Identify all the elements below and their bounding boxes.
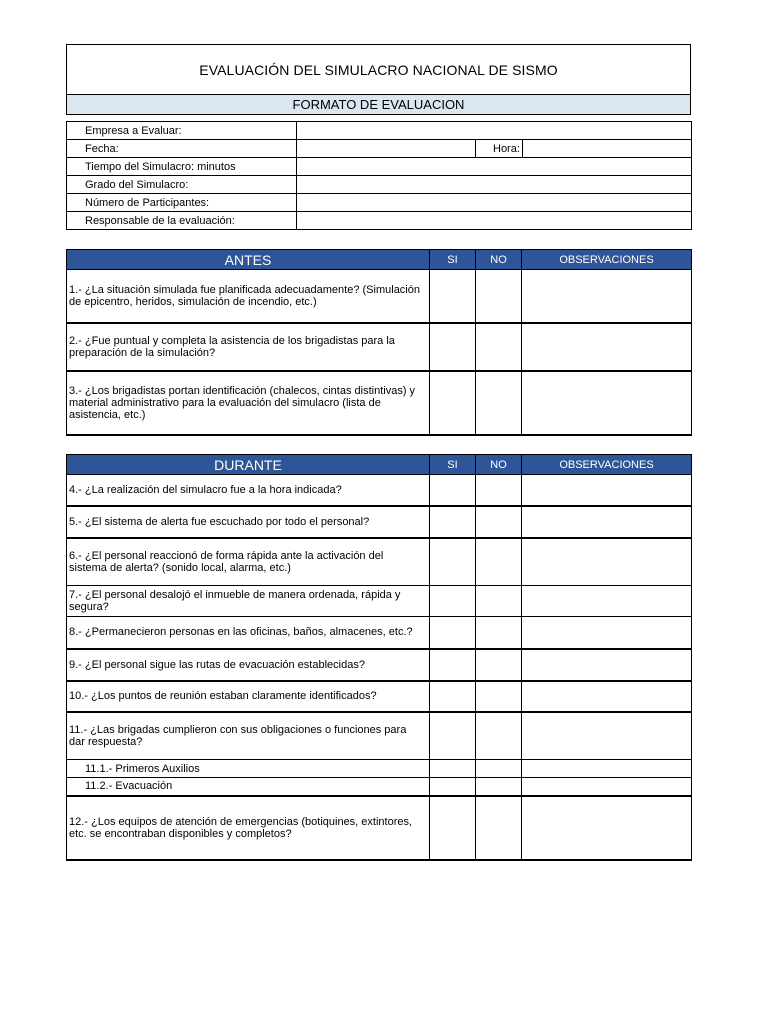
- observaciones-cell[interactable]: [522, 681, 692, 712]
- question-row: [67, 538, 692, 586]
- no-cell[interactable]: [476, 681, 522, 712]
- durante-table: [66, 454, 692, 861]
- observaciones-header: OBSERVACIONES: [522, 455, 692, 475]
- question-row: [67, 617, 692, 649]
- no-cell[interactable]: [476, 778, 522, 796]
- sub-question-text: 11.2.- Evacuación: [67, 778, 430, 796]
- question-row: [67, 506, 692, 538]
- question-text: 5.- ¿El sistema de alerta fue escuchado por todo el personal?: [67, 506, 430, 538]
- si-cell[interactable]: [430, 778, 476, 796]
- no-cell[interactable]: [476, 796, 522, 860]
- no-cell[interactable]: [476, 323, 522, 371]
- sub-question-row: [67, 760, 692, 778]
- question-text: 2.- ¿Fue puntual y completa la asistencia de los brigadistas para la preparación de la simulación?: [67, 323, 430, 371]
- info-row-tiempo: [67, 158, 692, 176]
- observaciones-cell[interactable]: [522, 323, 692, 371]
- fecha-input[interactable]: [297, 140, 476, 158]
- si-cell[interactable]: [430, 538, 476, 586]
- no-cell[interactable]: [476, 270, 522, 323]
- no-cell[interactable]: [476, 475, 522, 506]
- no-cell[interactable]: [476, 617, 522, 649]
- observaciones-cell[interactable]: [522, 270, 692, 323]
- tiempo-label: Tiempo del Simulacro: minutos: [67, 158, 297, 176]
- question-text: 10.- ¿Los puntos de reunión estaban claramente identificados?: [67, 681, 430, 712]
- fecha-label: Fecha:: [67, 140, 297, 158]
- question-row: [67, 681, 692, 712]
- observaciones-cell[interactable]: [522, 712, 692, 760]
- observaciones-cell[interactable]: [522, 586, 692, 617]
- observaciones-header: OBSERVACIONES: [522, 250, 692, 270]
- no-cell[interactable]: [476, 506, 522, 538]
- si-cell[interactable]: [430, 506, 476, 538]
- question-text: 9.- ¿El personal sigue las rutas de evacuación establecidas?: [67, 649, 430, 681]
- no-header: NO: [476, 250, 522, 270]
- observaciones-cell[interactable]: [522, 760, 692, 778]
- question-text: 3.- ¿Los brigadistas portan identificación (chalecos, cintas distintivas) y material administrativo para la evaluación del simulacro (lista de asistencia, etc.): [67, 371, 430, 435]
- question-row: [67, 323, 692, 371]
- sub-question-text: 11.1.- Primeros Auxilios: [67, 760, 430, 778]
- si-cell[interactable]: [430, 323, 476, 371]
- evaluation-form: [66, 44, 691, 840]
- tiempo-input[interactable]: [297, 158, 692, 176]
- responsable-input[interactable]: [297, 212, 692, 230]
- no-header: NO: [476, 455, 522, 475]
- antes-title: ANTES: [67, 250, 430, 270]
- observaciones-cell[interactable]: [522, 506, 692, 538]
- observaciones-cell[interactable]: [522, 475, 692, 506]
- si-header: SI: [430, 250, 476, 270]
- sub-question-row: [67, 778, 692, 796]
- grado-input[interactable]: [297, 176, 692, 194]
- observaciones-cell[interactable]: [522, 649, 692, 681]
- si-cell[interactable]: [430, 712, 476, 760]
- si-cell[interactable]: [430, 475, 476, 506]
- participantes-input[interactable]: [297, 194, 692, 212]
- durante-title: DURANTE: [67, 455, 430, 475]
- question-row: [67, 796, 692, 860]
- observaciones-cell[interactable]: [522, 778, 692, 796]
- si-cell[interactable]: [430, 371, 476, 435]
- question-text: 6.- ¿El personal reaccionó de forma rápida ante la activación del sistema de alerta? (sonido local, alarma, etc.): [67, 538, 430, 586]
- no-cell[interactable]: [476, 586, 522, 617]
- question-row: [67, 371, 692, 435]
- question-row: [67, 649, 692, 681]
- antes-table: [66, 249, 692, 436]
- antes-header-row: [67, 250, 692, 270]
- title-box: [66, 44, 691, 94]
- question-text: 4.- ¿La realización del simulacro fue a la hora indicada?: [67, 475, 430, 506]
- si-cell[interactable]: [430, 586, 476, 617]
- no-cell[interactable]: [476, 760, 522, 778]
- question-text: 1.- ¿La situación simulada fue planificada adecuadamente? (Simulación de epicentro, heridos, simulación de incendio, etc.): [67, 270, 430, 323]
- question-row: [67, 712, 692, 760]
- info-row-participantes: [67, 194, 692, 212]
- si-cell[interactable]: [430, 760, 476, 778]
- question-row: [67, 586, 692, 617]
- responsable-label: Responsable de la evaluación:: [67, 212, 297, 230]
- question-text: 11.- ¿Las brigadas cumplieron con sus obligaciones o funciones para dar respuesta?: [67, 712, 430, 760]
- no-cell[interactable]: [476, 371, 522, 435]
- question-row: [67, 270, 692, 323]
- si-cell[interactable]: [430, 796, 476, 860]
- empresa-input[interactable]: [297, 122, 692, 140]
- info-row-grado: [67, 176, 692, 194]
- no-cell[interactable]: [476, 538, 522, 586]
- form-subtitle: FORMATO DE EVALUACION: [292, 97, 465, 112]
- observaciones-cell[interactable]: [522, 538, 692, 586]
- info-row-empresa: [67, 122, 692, 140]
- si-cell[interactable]: [430, 617, 476, 649]
- hora-label: Hora:: [476, 140, 523, 158]
- no-cell[interactable]: [476, 649, 522, 681]
- si-header: SI: [430, 455, 476, 475]
- participantes-label: Número de Participantes:: [67, 194, 297, 212]
- grado-label: Grado del Simulacro:: [67, 176, 297, 194]
- question-text: 8.- ¿Permanecieron personas en las oficinas, baños, almacenes, etc.?: [67, 617, 430, 649]
- form-title: EVALUACIÓN DEL SIMULACRO NACIONAL DE SISMO: [199, 61, 558, 78]
- info-row-responsable: [67, 212, 692, 230]
- no-cell[interactable]: [476, 712, 522, 760]
- question-row: [67, 475, 692, 506]
- observaciones-cell[interactable]: [522, 796, 692, 860]
- empresa-label: Empresa a Evaluar:: [67, 122, 297, 140]
- info-row-fecha: [67, 140, 692, 158]
- question-text: 7.- ¿El personal desalojó el inmueble de manera ordenada, rápida y segura?: [67, 586, 430, 617]
- si-cell[interactable]: [430, 681, 476, 712]
- hora-input[interactable]: [523, 140, 692, 158]
- durante-header-row: [67, 455, 692, 475]
- si-cell[interactable]: [430, 270, 476, 323]
- general-info-table: [66, 121, 692, 230]
- subtitle-box: [66, 94, 691, 115]
- si-cell[interactable]: [430, 649, 476, 681]
- observaciones-cell[interactable]: [522, 371, 692, 435]
- question-text: 12.- ¿Los equipos de atención de emergencias (botiquines, extintores, etc. se encontraban disponibles y completos?: [67, 796, 430, 860]
- observaciones-cell[interactable]: [522, 617, 692, 649]
